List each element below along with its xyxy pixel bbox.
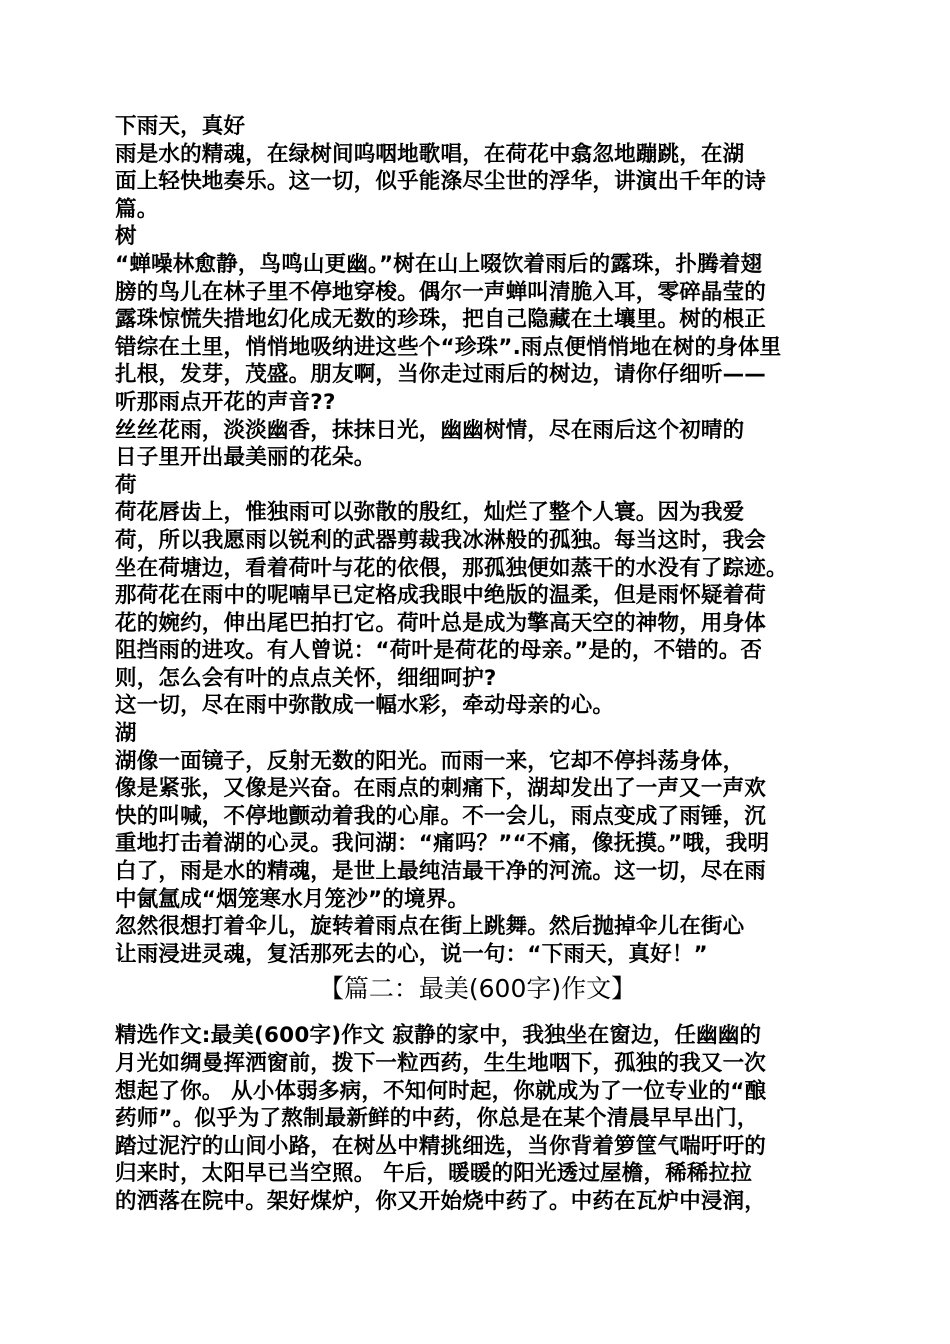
text-line: 重地打击着湖的心灵。我问湖：“痛吗？”“不痛，像抚摸。”哦，我明: [115, 831, 770, 857]
text-line: 的洒落在院中。架好煤炉，你又开始烧中药了。中药在瓦炉中浸润，: [115, 1188, 767, 1214]
section-heading: 【篇二：最美(600字)作文】: [318, 974, 637, 1004]
text-line: 像是紧张，又像是兴奋。在雨点的刺痛下，湖却发出了一声又一声欢: [115, 776, 767, 802]
text-line: 想起了你。 从小体弱多病，不知何时起，你就成为了一位专业的“酿: [115, 1078, 767, 1104]
text-line: 归来时，太阳早已当空照。 午后，暖暖的阳光透过屋檐，稀稀拉拉: [115, 1161, 752, 1187]
essay-section-1: [115, 113, 840, 968]
text-line: 这一切，尽在雨中弥散成一幅水彩，牵动母亲的心。: [115, 693, 615, 719]
text-line: 中氤氲成“烟笼寒水月笼沙”的境界。: [115, 886, 470, 912]
document-page: [115, 113, 840, 1216]
essay-section-2: [115, 1022, 840, 1215]
text-line: 雨是水的精魂，在绿树间呜咽地歌唱，在荷花中翕忽地蹦跳，在湖: [115, 141, 745, 167]
text-line: 下雨天，真好: [115, 114, 246, 139]
text-line: 快的叫喊，不停地颤动着我的心扉。不一会儿，雨点变成了雨锤，沉: [115, 803, 767, 829]
text-line: 荷花唇齿上，惟独雨可以弥散的殷红，灿烂了整个人寰。因为我爱: [115, 500, 745, 526]
text-line: 白了，雨是水的精魂，是世上最纯洁最干净的河流。这一切，尽在雨: [115, 859, 767, 885]
text-line: 树: [115, 224, 137, 250]
text-line: 忽然很想打着伞儿，旋转着雨点在街上跳舞。然后抛掉伞儿在街心: [115, 914, 745, 940]
text-line: 那荷花在雨中的呢喃早已定格成我眼中绝版的温柔，但是雨怀疑着荷: [115, 583, 767, 609]
text-line: “蝉噪林愈静，鸟鸣山更幽。”树在山上啜饮着雨后的露珠，扑腾着翅: [115, 251, 763, 277]
text-line: 精选作文:最美(600字)作文 寂静的家中，我独坐在窗边，任幽幽的: [115, 1023, 762, 1049]
text-line: 荷: [115, 472, 137, 498]
text-line: 露珠惊慌失措地幻化成无数的珍珠，把自己隐藏在土壤里。树的根正: [115, 307, 767, 333]
text-line: 湖: [115, 721, 137, 747]
text-line: 让雨浸进灵魂，复活那死去的心，说一句：“下雨天，真好！”: [115, 941, 708, 967]
text-line: 膀的鸟儿在林子里不停地穿梭。偶尔一声蝉叫清脆入耳，零碎晶莹的: [115, 279, 767, 305]
text-line: 日子里开出最美丽的花朵。: [115, 445, 376, 471]
text-line: 扎根，发芽，茂盛。朋友啊，当你走过雨后的树边，请你仔细听——: [115, 362, 767, 388]
text-line: 面上轻快地奏乐。这一切，似乎能涤尽尘世的浮华，讲演出千年的诗: [115, 169, 767, 195]
text-line: 月光如绸曼挥洒窗前，拨下一粒西药，生生地咽下，孤独的我又一次: [115, 1051, 767, 1076]
text-line: 听那雨点开花的声音??: [115, 389, 336, 415]
text-line: 丝丝花雨，淡淡幽香，抹抹日光，幽幽树情，尽在雨后这个初晴的: [115, 417, 745, 443]
text-line: 则，怎么会有叶的点点关怀，细细呵护?: [115, 665, 497, 691]
text-line: 踏过泥泞的山间小路，在树丛中精挑细选，当你背着箩筐气喘吁吁的: [115, 1133, 767, 1159]
text-line: 湖像一面镜子，反射无数的阳光。而雨一来，它却不停抖荡身体，: [115, 748, 745, 774]
text-line: 花的婉约，伸出尾巴拍打它。荷叶总是成为擎高天空的神物，用身体: [115, 610, 767, 636]
text-line: 篇。: [115, 196, 159, 222]
text-line: 荷，所以我愿雨以锐利的武器剪裁我冰淋般的孤独。每当这时，我会: [115, 527, 767, 553]
text-line: 药师”。似乎为了熬制最新鲜的中药，你总是在某个清晨早早出门，: [115, 1106, 759, 1132]
text-line: 坐在荷塘边，看着荷叶与花的依偎，那孤独便如蒸干的水没有了踪迹。: [115, 555, 788, 581]
text-line: 阻挡雨的进攻。有人曾说：“荷叶是荷花的母亲。”是的，不错的。否: [115, 638, 763, 664]
text-line: 错综在土里，悄悄地吸纳进这些个“珍珠”.雨点便悄悄地在树的身体里: [115, 334, 782, 360]
